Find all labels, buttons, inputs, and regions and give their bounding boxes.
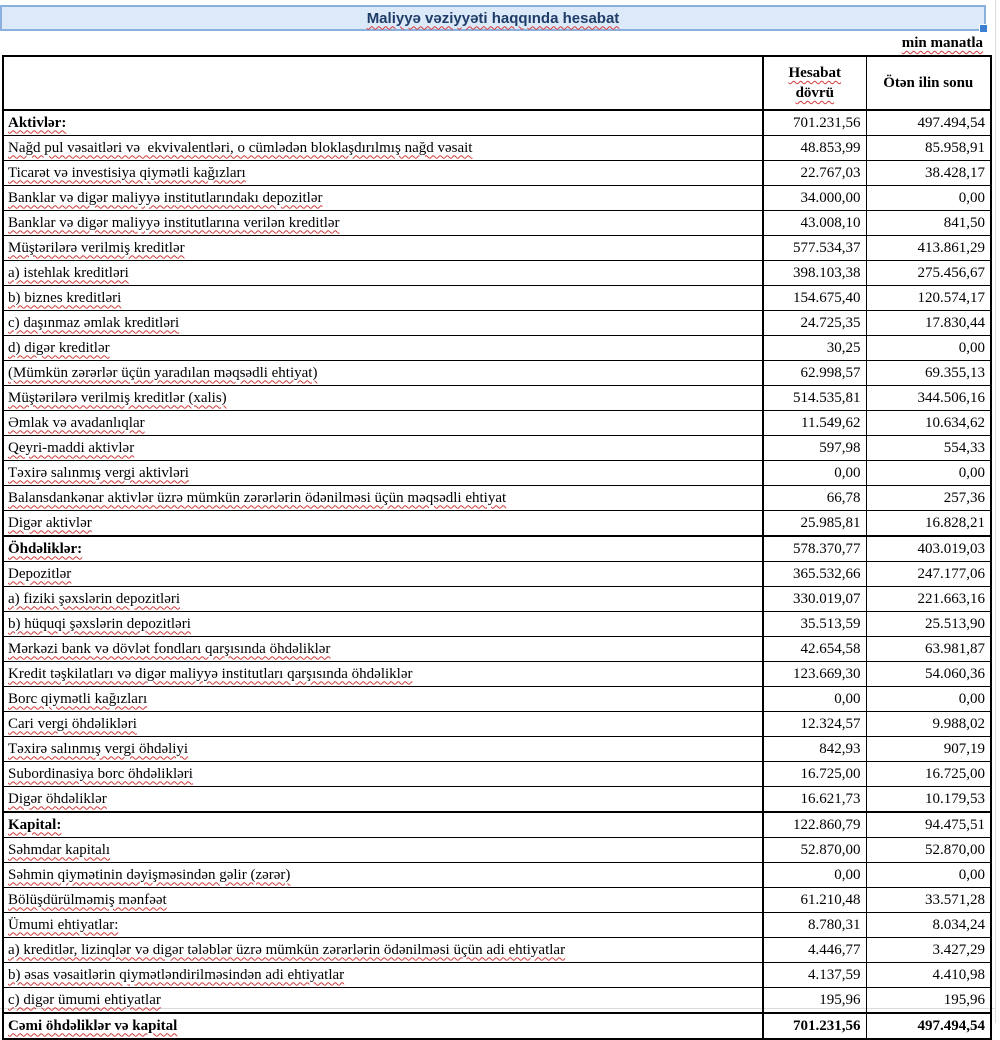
row-previous-value[interactable]: 63.981,87: [866, 637, 991, 662]
row-label-cell[interactable]: [3, 787, 763, 813]
gridline-vertical: [995, 0, 996, 1023]
table-row: [3, 361, 991, 386]
row-label-text: Kapital:: [8, 816, 62, 833]
row-label-text: Müştərilərə verilmiş kreditlər: [8, 239, 185, 256]
row-label-text: Müştərilərə verilmiş kreditlər (xalis): [8, 389, 227, 406]
table-row: [3, 637, 991, 662]
table-row: [3, 562, 991, 587]
table-row: [3, 486, 991, 511]
table-row: [3, 687, 991, 712]
table-row: [3, 662, 991, 687]
row-previous-value[interactable]: 120.574,17: [866, 286, 991, 311]
row-previous-value[interactable]: 497.494,54: [866, 110, 991, 136]
row-current-value[interactable]: 12.324,57: [763, 712, 866, 737]
row-previous-value[interactable]: 413.861,29: [866, 236, 991, 261]
row-previous-value[interactable]: 38.428,17: [866, 161, 991, 186]
table-row: [3, 311, 991, 336]
row-previous-value[interactable]: 25.513,90: [866, 612, 991, 637]
unit-note-text: min manatla: [901, 35, 983, 51]
row-current-value[interactable]: 842,93: [763, 737, 866, 762]
row-current-value[interactable]: 122.860,79: [763, 812, 866, 838]
report-title: Maliyyə vəziyyəti haqqında hesabat: [366, 9, 620, 27]
table-row: [3, 888, 991, 913]
row-current-value[interactable]: 61.210,48: [763, 888, 866, 913]
row-label-cell[interactable]: [3, 411, 763, 436]
header-row: [3, 56, 991, 110]
row-previous-value[interactable]: 554,33: [866, 436, 991, 461]
row-label-text: Təxirə salınmış vergi öhdəliyi: [8, 740, 189, 757]
row-label-cell[interactable]: [3, 1013, 763, 1039]
row-label-text: a) fiziki şəxslərin depozitləri: [8, 590, 181, 607]
row-label-text: Səhmin qiymətinin dəyişməsindən gəlir (zərər): [8, 866, 291, 883]
table-row: [3, 386, 991, 411]
row-current-value[interactable]: 25.985,81: [763, 511, 866, 537]
row-current-value[interactable]: 4.137,59: [763, 963, 866, 988]
row-current-value[interactable]: 22.767,03: [763, 161, 866, 186]
row-previous-value[interactable]: 0,00: [866, 336, 991, 361]
row-label-text: Banklar və digər maliyyə institutlarına verilən kreditlər: [8, 214, 340, 231]
row-label-cell[interactable]: [3, 913, 763, 938]
table-row: [3, 1013, 991, 1039]
row-label-cell[interactable]: [3, 662, 763, 687]
row-previous-value[interactable]: 54.060,36: [866, 662, 991, 687]
row-previous-value[interactable]: 69.355,13: [866, 361, 991, 386]
row-previous-value[interactable]: 257,36: [866, 486, 991, 511]
row-label-cell[interactable]: [3, 186, 763, 211]
row-label-cell[interactable]: [3, 211, 763, 236]
row-label-text: Digər öhdəliklər: [8, 790, 107, 807]
row-current-value[interactable]: 0,00: [763, 461, 866, 486]
row-previous-value[interactable]: 0,00: [866, 687, 991, 712]
row-current-value[interactable]: 0,00: [763, 863, 866, 888]
row-previous-value[interactable]: 195,96: [866, 988, 991, 1014]
row-label-cell[interactable]: [3, 988, 763, 1014]
row-current-value[interactable]: 578.370,77: [763, 536, 866, 562]
row-label-cell[interactable]: [3, 812, 763, 838]
row-current-value[interactable]: 577.534,37: [763, 236, 866, 261]
row-label-cell[interactable]: [3, 336, 763, 361]
header-empty-cell[interactable]: [3, 56, 763, 110]
row-current-value[interactable]: 16.725,00: [763, 762, 866, 787]
row-label-text: Ticarət və investisiya qiymətli kağızları: [8, 164, 246, 181]
row-previous-value[interactable]: 275.456,67: [866, 261, 991, 286]
row-label-cell[interactable]: [3, 963, 763, 988]
row-previous-value[interactable]: 0,00: [866, 863, 991, 888]
row-label-text: Banklar və digər maliyyə institutlarındakı depozitlər: [8, 189, 323, 206]
row-label-cell[interactable]: [3, 110, 763, 136]
selected-title-cell[interactable]: [0, 5, 986, 31]
row-label-text: b) biznes kreditləri: [8, 289, 122, 306]
row-label-cell[interactable]: [3, 511, 763, 537]
table-row: [3, 963, 991, 988]
row-current-value[interactable]: 52.870,00: [763, 838, 866, 863]
table-row: [3, 511, 991, 537]
row-current-value[interactable]: 514.535,81: [763, 386, 866, 411]
row-label-text: Borc qiymətli kağızları: [8, 690, 148, 707]
table-row: [3, 913, 991, 938]
table-row: [3, 762, 991, 787]
row-label-text: Subordinasiya borc öhdəlikləri: [8, 765, 193, 782]
row-previous-value[interactable]: 8.034,24: [866, 913, 991, 938]
row-label-text: Təxirə salınmış vergi aktivləri: [8, 464, 189, 481]
table-row: [3, 812, 991, 838]
table-row: [3, 261, 991, 286]
row-label-cell[interactable]: [3, 712, 763, 737]
row-current-value[interactable]: 48.853,99: [763, 136, 866, 161]
row-current-value[interactable]: 30,25: [763, 336, 866, 361]
row-current-value[interactable]: 154.675,40: [763, 286, 866, 311]
table-row: [3, 461, 991, 486]
row-current-value[interactable]: 42.654,58: [763, 637, 866, 662]
row-label-text: Digər aktivlər: [8, 514, 92, 531]
table-row: [3, 286, 991, 311]
table-row: [3, 236, 991, 261]
row-label-text: c) daşınmaz əmlak kreditləri: [8, 314, 180, 331]
row-label-cell[interactable]: [3, 687, 763, 712]
row-current-value[interactable]: 701.231,56: [763, 1013, 866, 1039]
row-label-text: Öhdəliklər:: [8, 540, 83, 557]
table-row: [3, 587, 991, 612]
table-row: [3, 988, 991, 1014]
row-previous-value[interactable]: 52.870,00: [866, 838, 991, 863]
table-row: [3, 411, 991, 436]
row-label-cell[interactable]: [3, 161, 763, 186]
row-label-cell[interactable]: [3, 286, 763, 311]
row-label-text: b) əsas vəsaitlərin qiymətləndirilməsindən adi ehtiyatlar: [8, 966, 345, 983]
table-row: [3, 838, 991, 863]
row-previous-value[interactable]: 16.828,21: [866, 511, 991, 537]
row-current-value[interactable]: 24.725,35: [763, 311, 866, 336]
row-label-cell[interactable]: [3, 762, 763, 787]
row-previous-value[interactable]: 0,00: [866, 186, 991, 211]
row-previous-value[interactable]: 16.725,00: [866, 762, 991, 787]
row-previous-value[interactable]: 3.427,29: [866, 938, 991, 963]
row-current-value[interactable]: 4.446,77: [763, 938, 866, 963]
row-previous-value[interactable]: 9.988,02: [866, 712, 991, 737]
row-label-cell[interactable]: [3, 536, 763, 562]
row-label-text: Depozitlər: [8, 565, 72, 582]
row-previous-value[interactable]: 344.506,16: [866, 386, 991, 411]
row-label-text: Balansdankənar aktivlər üzrə mümkün zərərlərin ödənilməsi üçün məqsədli ehtiyat: [8, 489, 507, 506]
header-current-period[interactable]: Hesabat dövrü: [763, 56, 866, 110]
row-label-text: Ümumi ehtiyatlar:: [8, 916, 119, 933]
row-previous-value[interactable]: 0,00: [866, 461, 991, 486]
row-previous-value[interactable]: 247.177,06: [866, 562, 991, 587]
row-label-cell[interactable]: [3, 737, 763, 762]
row-label-cell[interactable]: [3, 436, 763, 461]
row-label-text: Mərkəzi bank və dövlət fondları qarşısında öhdəliklər: [8, 640, 331, 657]
row-previous-value[interactable]: 841,50: [866, 211, 991, 236]
table-row: [3, 186, 991, 211]
table-row: [3, 110, 991, 136]
row-previous-value[interactable]: 94.475,51: [866, 812, 991, 838]
row-label-cell[interactable]: [3, 386, 763, 411]
table-row: [3, 863, 991, 888]
row-previous-value[interactable]: 10.634,62: [866, 411, 991, 436]
row-current-value[interactable]: 597,98: [763, 436, 866, 461]
row-current-value[interactable]: 123.669,30: [763, 662, 866, 687]
row-current-value[interactable]: 34.000,00: [763, 186, 866, 211]
row-current-value[interactable]: 398.103,38: [763, 261, 866, 286]
row-label-cell[interactable]: [3, 136, 763, 161]
row-label-cell[interactable]: [3, 562, 763, 587]
header-previous-year-end[interactable]: Ötən ilin sonu: [866, 56, 991, 110]
row-label-cell[interactable]: [3, 612, 763, 637]
row-previous-value[interactable]: 17.830,44: [866, 311, 991, 336]
row-label-cell[interactable]: [3, 637, 763, 662]
row-previous-value[interactable]: 10.179,53: [866, 787, 991, 813]
row-previous-value[interactable]: 85.958,91: [866, 136, 991, 161]
table-row: [3, 161, 991, 186]
table-row: [3, 787, 991, 813]
row-current-value[interactable]: 16.621,73: [763, 787, 866, 813]
row-current-value[interactable]: 62.998,57: [763, 361, 866, 386]
row-current-value[interactable]: 330.019,07: [763, 587, 866, 612]
row-current-value[interactable]: 8.780,31: [763, 913, 866, 938]
row-current-value[interactable]: 11.549,62: [763, 411, 866, 436]
row-current-value[interactable]: 0,00: [763, 687, 866, 712]
row-label-text: a) kreditlər, lizinqlər və digər tələblər üzrə mümkün zərərlərin ödənilməsi üçün adi ehtiyatlar: [8, 941, 566, 958]
table-row: [3, 436, 991, 461]
row-label-cell[interactable]: [3, 938, 763, 963]
row-label-cell[interactable]: [3, 236, 763, 261]
row-label-text: Aktivlər:: [8, 114, 67, 131]
row-label-text: a) istehlak kreditləri: [8, 264, 129, 281]
financial-position-table: [2, 55, 992, 1040]
row-current-value[interactable]: 66,78: [763, 486, 866, 511]
row-label-text: Nağd pul vəsaitləri və ekvivalentləri, o cümlədən bloklaşdırılmış nağd vəsait: [8, 139, 473, 156]
row-previous-value[interactable]: 221.663,16: [866, 587, 991, 612]
row-label-cell[interactable]: [3, 838, 763, 863]
table-row: [3, 211, 991, 236]
unit-note-cell[interactable]: [0, 33, 986, 53]
row-label-cell[interactable]: [3, 587, 763, 612]
row-previous-value[interactable]: 907,19: [866, 737, 991, 762]
row-previous-value[interactable]: 33.571,28: [866, 888, 991, 913]
row-label-text: Səhmdar kapitalı: [8, 841, 111, 858]
row-label-text: (Mümkün zərərlər üçün yaradılan məqsədli ehtiyat): [8, 364, 318, 381]
row-label-text: Cari vergi öhdəlikləri: [8, 715, 137, 732]
row-previous-value[interactable]: 497.494,54: [866, 1013, 991, 1039]
table-row: [3, 737, 991, 762]
table-row: [3, 136, 991, 161]
row-current-value[interactable]: 43.008,10: [763, 211, 866, 236]
row-label-cell[interactable]: [3, 486, 763, 511]
table-row: [3, 336, 991, 361]
row-label-cell[interactable]: [3, 863, 763, 888]
row-current-value[interactable]: 35.513,59: [763, 612, 866, 637]
row-label-text: c) digər ümumi ehtiyatlar: [8, 991, 161, 1008]
table-row: [3, 536, 991, 562]
row-label-cell[interactable]: [3, 888, 763, 913]
selection-fill-handle[interactable]: [979, 24, 988, 33]
row-previous-value[interactable]: 403.019,03: [866, 536, 991, 562]
table-body: [3, 110, 991, 1039]
row-label-text: Kredit təşkilatları və digər maliyyə institutları qarşısında öhdəliklər: [8, 665, 413, 682]
table-row: [3, 712, 991, 737]
table-row: [3, 938, 991, 963]
row-current-value[interactable]: 365.532,66: [763, 562, 866, 587]
row-label-text: Əmlak və avadanlıqlar: [8, 414, 145, 431]
row-previous-value[interactable]: 4.410,98: [866, 963, 991, 988]
row-label-text: b) hüquqi şəxslərin depozitləri: [8, 615, 191, 632]
table-row: [3, 612, 991, 637]
row-label-text: d) digər kreditlər: [8, 339, 110, 356]
row-current-value[interactable]: 195,96: [763, 988, 866, 1014]
row-label-cell[interactable]: [3, 261, 763, 286]
row-current-value[interactable]: 701.231,56: [763, 110, 866, 136]
row-label-cell[interactable]: [3, 311, 763, 336]
row-label-text: Qeyri-maddi aktivlər: [8, 439, 135, 456]
row-label-cell[interactable]: [3, 361, 763, 386]
row-label-text: Cəmi öhdəliklər və kapital: [8, 1017, 178, 1034]
row-label-text: Bölüşdürülməmiş mənfəət: [8, 891, 167, 908]
row-label-cell[interactable]: [3, 461, 763, 486]
